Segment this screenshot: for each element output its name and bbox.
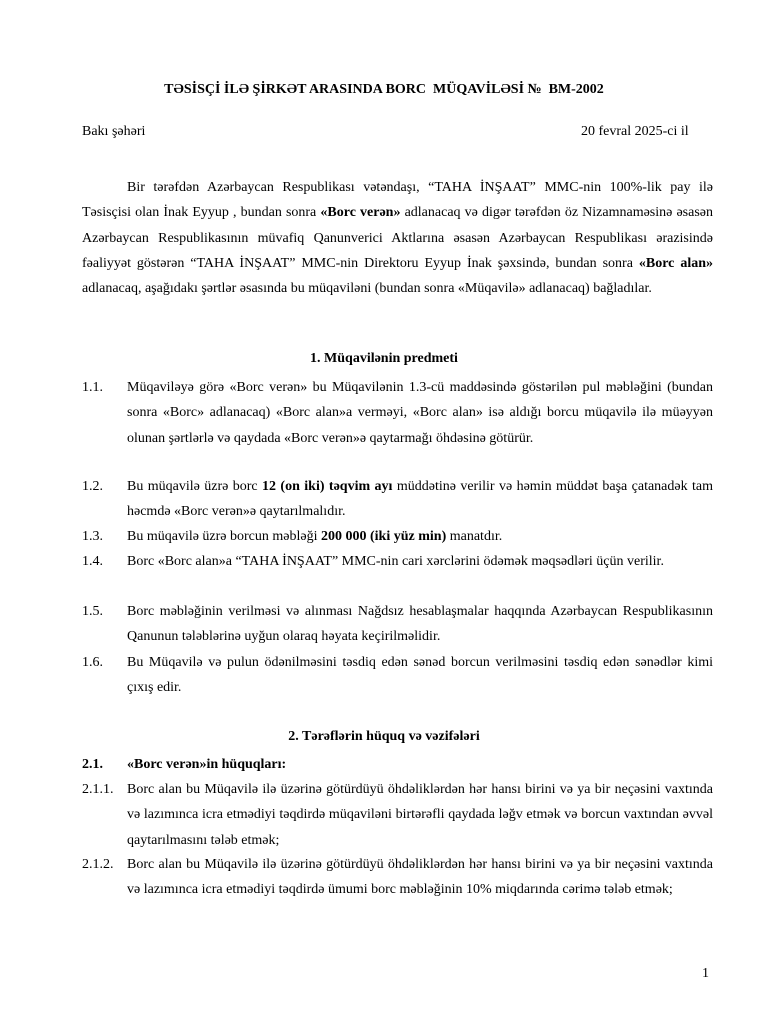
clause-number: 1.1. [82,380,103,395]
clause-text-part: Bu müqavilə üzrə borc [127,479,263,494]
clause-text: Borc məbləğinin verilməsi və alınması Nağdsız hesablaşmalar haqqında Azərbaycan Respublikasının Qanunun tələblərinə uyğun olaraq həyata keçirilməlidir. [127,604,713,645]
section-2-heading: 2. Tərəflərin hüquq və vəzifələri [288,729,480,744]
contract-city: Bakı şəhəri [82,124,146,139]
clause-text: Müqaviləyə görə «Borc verən» bu Müqavilənin 1.3-cü maddəsində göstərilən pul məbləğini (bundan sonra «Borc» adlanacaq) «Borc alan»a verməyi, «Borc alan» isə aldığı borcu müqavilə ilə müəyyən olunan şərtlərlə və qaydada «Borc verən»ə qaytarmağı öhdəsinə götürür. [127,380,713,446]
clause-number: 1.5. [82,604,103,619]
clause-1-1 [82,375,713,451]
preamble-paragraph [82,175,713,301]
clause-1-5 [82,599,713,650]
section-1-heading: 1. Müqavilənin predmeti [310,351,458,366]
clause-text: Borc alan bu Müqavilə ilə üzərinə götürdüyü öhdəliklərdən hər hansı birini və ya bir neçəsini vaxtında və lazımınca icra etmədiyi təqdirdə ümumi borc məbləğinin 10% miqdarında cərimə tələb etmək; [127,857,713,898]
preamble-text-3: adlanacaq, aşağıdakı şərtlər əsasında bu müqaviləni (bundan sonra «Müqavilə» adlanacaq) bağladılar. [82,281,652,297]
clause-text-part: müddətinə verilir və həmin müddət başa çatanadək tam həcmdə «Borc verən»ə qaytarılmalıdır. [127,479,714,520]
clause-2-1-2 [82,852,713,903]
clause-text: Borc «Borc alan»a “TAHA İNŞAAT” MMC-nin cari xərclərini ödəmək məqsədləri üçün verilir. [127,554,664,569]
clause-number: 1.3. [82,529,103,544]
clause-1-2 [82,474,713,525]
preamble-text-2: adlanacaq və digər tərəfdən öz Nizamnaməsinə əsasən Azərbaycan Respublikasının müvafiq Qanunverici Aktlarına əsasən Azərbaycan Respublikası ərazisində fəaliyyət göstərən “TAHA İNŞAAT” MMC-nin Direktoru Eyyup İnak şəxsində, bundan sonra [82,205,714,271]
subsection-number: 2.1. [82,757,103,772]
clause-2-1-1 [82,777,713,853]
clause-1-4 [82,549,713,574]
clause-number: 1.6. [82,655,103,670]
clause-text: Borc alan bu Müqavilə ilə üzərinə götürdüyü öhdəliklərdən hər hansı birini və ya bir neçəsini vaxtında və lazımınca icra etmədiyi təqdirdə müqaviləni birtərəfli qaydada ləğv etmək və borcun vaxtından əvvəl qaytarılmasını tələb etmək; [127,782,713,848]
clause-number: 1.4. [82,554,103,569]
clause-loan-amount: 200 000 (iki yüz min) [321,529,447,544]
clause-1-3 [82,524,713,549]
clause-1-6 [82,650,713,701]
clause-number: 1.2. [82,479,103,494]
preamble-borrower-term: «Borc alan» [638,255,713,271]
contract-date: 20 fevral 2025-ci il [581,124,689,139]
clause-number: 2.1.1. [82,782,114,797]
clause-text [127,524,713,549]
subsection-title: «Borc verən»in hüquqları: [127,757,287,772]
preamble-text-1: Bir tərəfdən Azərbaycan Respublikası vətəndaşı, “TAHA İNŞAAT” MMC-nin 100%-lik pay ilə Təsisçisi olan İnak Eyyup , bundan sonra [82,180,713,221]
clause-text [127,474,713,525]
clause-number: 2.1.2. [82,857,114,872]
subsection-2-1 [82,752,713,777]
page-number: 1 [702,966,709,981]
clause-text-part: manatdır. [446,529,503,544]
clause-text: Bu Müqavilə və pulun ödənilməsini təsdiq edən sənəd borcun verilməsini təsdiq edən sənədlər kimi çıxış edir. [127,655,713,696]
contract-title: TƏSİSÇİ İLƏ ŞİRKƏT ARASINDA BORC MÜQAVİLƏSİ № BM-2002 [164,82,604,97]
preamble-lender-term: «Borc verən» [320,205,401,221]
clause-term-period: 12 (on iki) təqvim ayı [262,479,393,494]
clause-text-part: Bu müqavilə üzrə borcun məbləği [127,529,321,544]
